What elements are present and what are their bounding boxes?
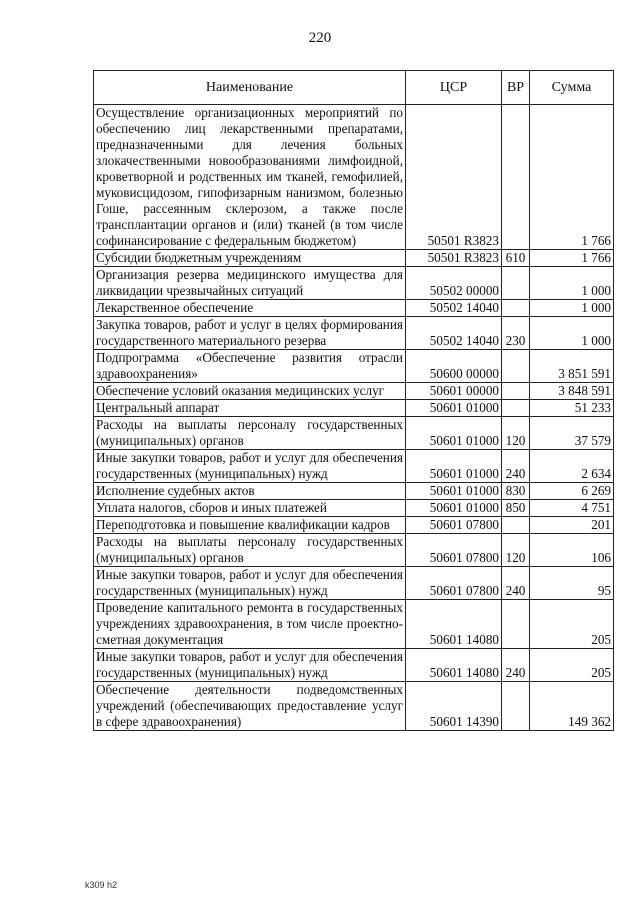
cell-name: Иные закупки товаров, работ и услуг для обеспечения государственных (муниципальных) нужд xyxy=(94,450,406,483)
cell-sum: 1 766 xyxy=(530,250,614,267)
cell-vr: 230 xyxy=(502,317,530,350)
cell-csr: 50601 07800 xyxy=(406,567,502,600)
cell-vr xyxy=(502,383,530,400)
cell-name: Иные закупки товаров, работ и услуг для обеспечения государственных (муниципальных) нужд xyxy=(94,567,406,600)
cell-sum: 3 851 591 xyxy=(530,350,614,383)
cell-name: Проведение капитального ремонта в государственных учреждениях здравоохранения, в том числе проектно-сметная документация xyxy=(94,600,406,649)
cell-csr: 50601 01000 xyxy=(406,450,502,483)
table-row xyxy=(94,350,614,383)
table-row xyxy=(94,317,614,350)
table-row xyxy=(94,534,614,567)
table-row xyxy=(94,250,614,267)
footer-code: k309 h2 xyxy=(85,880,118,890)
cell-csr: 50502 00000 xyxy=(406,267,502,300)
cell-vr xyxy=(502,517,530,534)
cell-csr: 50502 14040 xyxy=(406,300,502,317)
cell-name: Закупка товаров, работ и услуг в целях формирования государственного материального резерва xyxy=(94,317,406,350)
cell-vr: 240 xyxy=(502,649,530,682)
page-number: 220 xyxy=(308,30,332,46)
cell-csr: 50601 01000 xyxy=(406,500,502,517)
cell-vr: 850 xyxy=(502,500,530,517)
cell-sum: 51 233 xyxy=(530,400,614,417)
cell-sum: 4 751 xyxy=(530,500,614,517)
cell-csr: 50601 01000 xyxy=(406,483,502,500)
cell-vr xyxy=(502,350,530,383)
cell-csr: 50601 07800 xyxy=(406,517,502,534)
cell-csr: 50501 R3823 xyxy=(406,250,502,267)
cell-sum: 1 766 xyxy=(530,105,614,250)
table-row xyxy=(94,383,614,400)
budget-table xyxy=(93,70,614,731)
cell-name: Субсидии бюджетным учреждениям xyxy=(94,250,406,267)
cell-vr xyxy=(502,105,530,250)
table-row xyxy=(94,682,614,731)
table-header-row xyxy=(94,71,614,105)
table-row xyxy=(94,517,614,534)
header-name: Наименование xyxy=(94,71,406,105)
table-row xyxy=(94,105,614,250)
cell-sum: 205 xyxy=(530,600,614,649)
cell-vr: 240 xyxy=(502,450,530,483)
cell-csr: 50601 07800 xyxy=(406,534,502,567)
cell-sum: 37 579 xyxy=(530,417,614,450)
cell-csr: 50502 14040 xyxy=(406,317,502,350)
cell-sum: 2 634 xyxy=(530,450,614,483)
cell-vr: 120 xyxy=(502,417,530,450)
table-row xyxy=(94,500,614,517)
cell-vr xyxy=(502,267,530,300)
table-row xyxy=(94,267,614,300)
cell-vr: 120 xyxy=(502,534,530,567)
table-body xyxy=(94,105,614,731)
cell-sum: 1 000 xyxy=(530,267,614,300)
cell-vr: 830 xyxy=(502,483,530,500)
cell-name: Осуществление организационных мероприятий по обеспечению лиц лекарственными препаратами, предназначенными для лечения больных злокачественными новообразованиями лимфоидной, кроветворной и родственных им тканей, гемофилией, муковисцидозом, гипофизарным нанизмом, болезнью Гоше, рассеянным склерозом, а также после трансплантации органов и (или) тканей (в том числе софинансирование с федеральным бюджетом) xyxy=(94,105,406,250)
cell-sum: 106 xyxy=(530,534,614,567)
cell-name: Лекарственное обеспечение xyxy=(94,300,406,317)
cell-name: Подпрограмма «Обеспечение развития отрасли здравоохранения» xyxy=(94,350,406,383)
cell-name: Обеспечение деятельности подведомственных учреждений (обеспечивающих предоставление услуг в сфере здравоохранения) xyxy=(94,682,406,731)
table-row xyxy=(94,649,614,682)
cell-vr: 610 xyxy=(502,250,530,267)
table-row xyxy=(94,600,614,649)
cell-sum: 205 xyxy=(530,649,614,682)
cell-vr xyxy=(502,682,530,731)
cell-csr: 50601 01000 xyxy=(406,417,502,450)
header-csr: ЦСР xyxy=(406,71,502,105)
cell-csr: 50600 00000 xyxy=(406,350,502,383)
cell-vr: 240 xyxy=(502,567,530,600)
table-row xyxy=(94,483,614,500)
cell-sum: 149 362 xyxy=(530,682,614,731)
cell-name: Организация резерва медицинского имущества для ликвидации чрезвычайных ситуаций xyxy=(94,267,406,300)
cell-csr: 50601 14080 xyxy=(406,600,502,649)
cell-csr: 50601 14390 xyxy=(406,682,502,731)
cell-sum: 201 xyxy=(530,517,614,534)
cell-name: Расходы на выплаты персоналу государственных (муниципальных) органов xyxy=(94,534,406,567)
header-sum: Сумма xyxy=(530,71,614,105)
cell-csr: 50601 01000 xyxy=(406,400,502,417)
cell-sum: 6 269 xyxy=(530,483,614,500)
cell-name: Исполнение судебных актов xyxy=(94,483,406,500)
cell-name: Обеспечение условий оказания медицинских услуг xyxy=(94,383,406,400)
cell-sum: 1 000 xyxy=(530,300,614,317)
cell-name: Центральный аппарат xyxy=(94,400,406,417)
cell-vr xyxy=(502,300,530,317)
cell-sum: 3 848 591 xyxy=(530,383,614,400)
cell-name: Иные закупки товаров, работ и услуг для обеспечения государственных (муниципальных) нужд xyxy=(94,649,406,682)
cell-name: Уплата налогов, сборов и иных платежей xyxy=(94,500,406,517)
cell-sum: 1 000 xyxy=(530,317,614,350)
table-row xyxy=(94,417,614,450)
cell-vr xyxy=(502,600,530,649)
header-vr: ВР xyxy=(502,71,530,105)
cell-name: Переподготовка и повышение квалификации кадров xyxy=(94,517,406,534)
cell-csr: 50601 14080 xyxy=(406,649,502,682)
cell-csr: 50601 00000 xyxy=(406,383,502,400)
table-row xyxy=(94,567,614,600)
table-row xyxy=(94,400,614,417)
table-row xyxy=(94,300,614,317)
table-row xyxy=(94,450,614,483)
cell-csr: 50501 R3823 xyxy=(406,105,502,250)
cell-vr xyxy=(502,400,530,417)
cell-sum: 95 xyxy=(530,567,614,600)
cell-name: Расходы на выплаты персоналу государственных (муниципальных) органов xyxy=(94,417,406,450)
